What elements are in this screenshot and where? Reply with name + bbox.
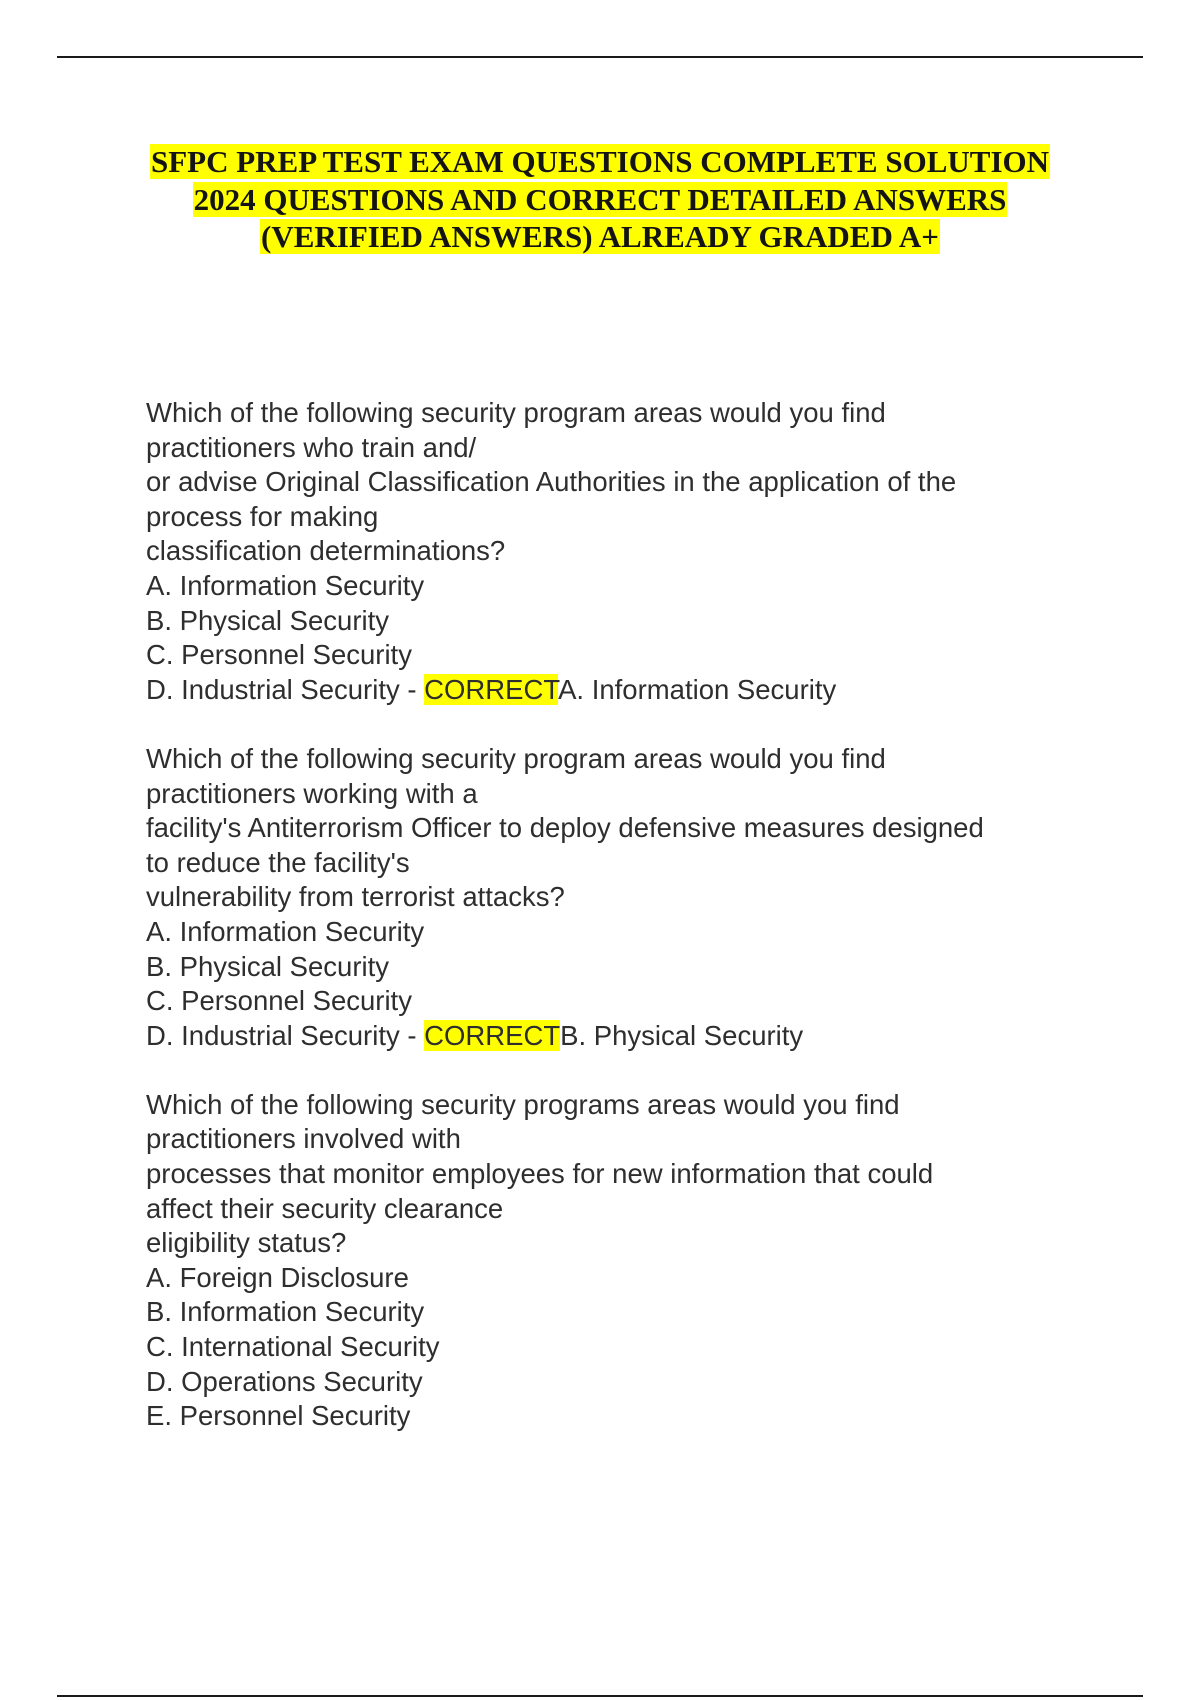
question-stem-line: or advise Original Classification Authorities in the application of the (146, 466, 957, 498)
correct-answer: A. Information Security (558, 673, 837, 705)
title-line-2: 2024 QUESTIONS AND CORRECT DETAILED ANSWERS (193, 181, 1007, 217)
question-stem-line: process for making (146, 500, 379, 532)
question-stem-line: Which of the following security program areas would you find (146, 397, 886, 428)
correct-label: CORRECT (424, 673, 559, 705)
question-stem-line: classification determinations? (146, 535, 506, 567)
option-d-with-answer (146, 673, 1146, 708)
question-stem-line: Which of the following security programs areas would you find (146, 1088, 900, 1120)
option-d: D. Operations Security (146, 1365, 423, 1397)
option-b: B. Information Security (146, 1296, 425, 1328)
option-d-with-answer (146, 1019, 1146, 1054)
bottom-divider (57, 1695, 1143, 1697)
question-stem-line: processes that monitor employees for new information that could (146, 1158, 934, 1190)
option-a: A. Foreign Disclosure (146, 1261, 409, 1293)
option-c: C. International Security (146, 1331, 440, 1363)
question-3 (146, 1088, 1146, 1434)
option-b: B. Physical Security (146, 604, 390, 636)
option-c: C. Personnel Security (146, 985, 412, 1017)
question-1 (146, 396, 1146, 707)
question-stem-line: vulnerability from terrorist attacks? (146, 881, 565, 913)
option-e: E. Personnel Security (146, 1400, 411, 1432)
question-stem-line: affect their security clearance (146, 1192, 504, 1224)
document-title (100, 143, 1100, 256)
option-d: D. Industrial Security - (146, 673, 425, 705)
question-stem-line: practitioners working with a (146, 777, 478, 809)
question-list (146, 396, 1146, 1468)
question-stem-line: to reduce the facility's (146, 846, 410, 878)
title-line-1: SFPC PREP TEST EXAM QUESTIONS COMPLETE SOLUTION (150, 144, 1050, 179)
title-line-3: (VERIFIED ANSWERS) ALREADY GRADED A+ (261, 219, 939, 254)
question-stem-line: eligibility status? (146, 1227, 347, 1259)
option-c: C. Personnel Security (146, 639, 412, 671)
question-stem-line: facility's Antiterrorism Officer to deploy defensive measures designed (146, 812, 984, 844)
question-stem-line: practitioners involved with (146, 1123, 461, 1155)
question-2 (146, 742, 1146, 1053)
correct-label: CORRECT (424, 1019, 561, 1051)
correct-answer: B. Physical Security (560, 1019, 804, 1051)
option-b: B. Physical Security (146, 950, 390, 982)
question-stem-line: Which of the following security program areas would you find (146, 742, 886, 774)
question-stem-line: practitioners who train and/ (146, 431, 477, 463)
option-d: D. Industrial Security - (146, 1019, 425, 1051)
option-a: A. Information Security (146, 569, 425, 601)
option-a: A. Information Security (146, 915, 425, 947)
top-divider (57, 56, 1143, 58)
